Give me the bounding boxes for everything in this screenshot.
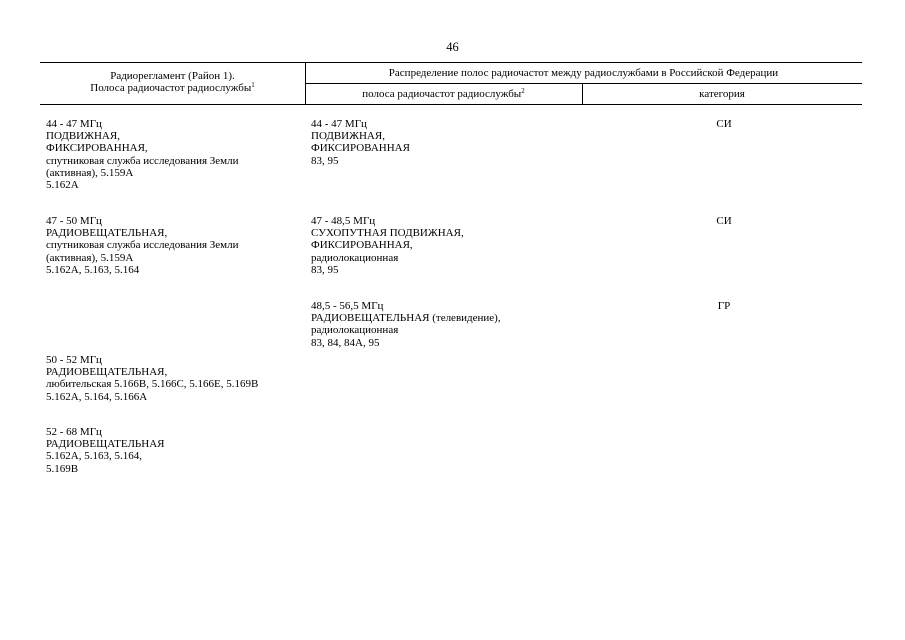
allocation-line: 48,5 - 56,5 МГц (311, 300, 384, 312)
allocation-line: РАДИОВЕЩАТЕЛЬНАЯ, (46, 366, 168, 379)
right-block-48-5-56-5 (311, 300, 501, 349)
allocation-line: радиолокационная (311, 324, 399, 337)
category-47-48-5: СИ (716, 215, 732, 227)
left-block-47-50 (46, 215, 239, 276)
allocation-line: ФИКСИРОВАННАЯ (311, 142, 410, 155)
allocation-line: спутниковая служба исследования Земли (46, 154, 239, 167)
header-col-band: полоса радиочастот радиослужбы$^2$ (362, 87, 525, 100)
allocation-line: 83, 84, 84А, 95 (311, 336, 380, 349)
allocation-line: 5.162А (46, 178, 79, 191)
allocation-line: 47 - 50 МГц (46, 215, 102, 227)
allocation-line: 5.169В (46, 462, 79, 475)
allocation-line: 5.162А, 5.163, 5.164 (46, 263, 140, 276)
header-bottom-rule (40, 104, 862, 105)
header-left-line2: Полоса радиочастот радиослужбы$^1$ (90, 81, 255, 95)
footnote-mark-1: 1 (251, 81, 255, 90)
allocation-line: любительская 5.166В, 5.166С, 5.166Е, 5.169В (46, 378, 259, 391)
left-block-52-68 (46, 426, 164, 475)
allocation-line: ПОДВИЖНАЯ, (46, 130, 120, 143)
allocation-line: 52 - 68 МГц (46, 426, 102, 438)
category-44-47: СИ (716, 118, 732, 130)
header-left-line1: Радиорегламент (Район 1). (110, 70, 235, 82)
right-block-44-47 (311, 118, 410, 167)
left-block-44-47 (46, 118, 239, 191)
allocation-line: 5.162А, 5.163, 5.164, (46, 450, 142, 463)
allocation-line: 5.162А, 5.164, 5.166А (46, 390, 148, 403)
allocation-line: ФИКСИРОВАННАЯ, (46, 142, 148, 155)
page-number: 46 (446, 40, 459, 54)
allocation-line: ФИКСИРОВАННАЯ, (311, 239, 413, 252)
allocation-line: РАДИОВЕЩАТЕЛЬНАЯ, (46, 227, 168, 240)
allocation-line: спутниковая служба исследования Земли (46, 239, 239, 252)
table-top-rule (40, 62, 862, 63)
allocation-line: 44 - 47 МГц (311, 118, 367, 130)
allocation-line: (активная), 5.159А (46, 166, 134, 179)
allocation-line: 83, 95 (311, 263, 339, 276)
allocation-line: 47 - 48,5 МГц (311, 215, 376, 227)
allocation-line: 50 - 52 МГц (46, 354, 102, 366)
footnote-mark-2: 2 (521, 87, 525, 95)
allocation-line: радиолокационная (311, 251, 399, 264)
allocation-line: (активная), 5.159А (46, 251, 134, 264)
allocation-line: СУХОПУТНАЯ ПОДВИЖНАЯ, (311, 227, 464, 240)
allocation-line: РАДИОВЕЩАТЕЛЬНАЯ (46, 438, 165, 451)
header-left-cell (40, 70, 305, 94)
left-block-50-52 (46, 354, 258, 403)
allocation-line: 83, 95 (311, 154, 339, 167)
header-right-title: Распределение полос радиочастот между радиослужбами в Российской Федерации (388, 67, 779, 79)
allocation-line: РАДИОВЕЩАТЕЛЬНАЯ (телевидение), (311, 312, 501, 325)
header-col-category: категория (699, 88, 745, 100)
allocation-line: 44 - 47 МГц (46, 118, 102, 130)
header-sub-rule (305, 83, 862, 84)
allocation-line: ПОДВИЖНАЯ, (311, 130, 385, 143)
category-48-5-56-5: ГР (717, 300, 731, 312)
right-block-47-48-5 (311, 215, 464, 276)
